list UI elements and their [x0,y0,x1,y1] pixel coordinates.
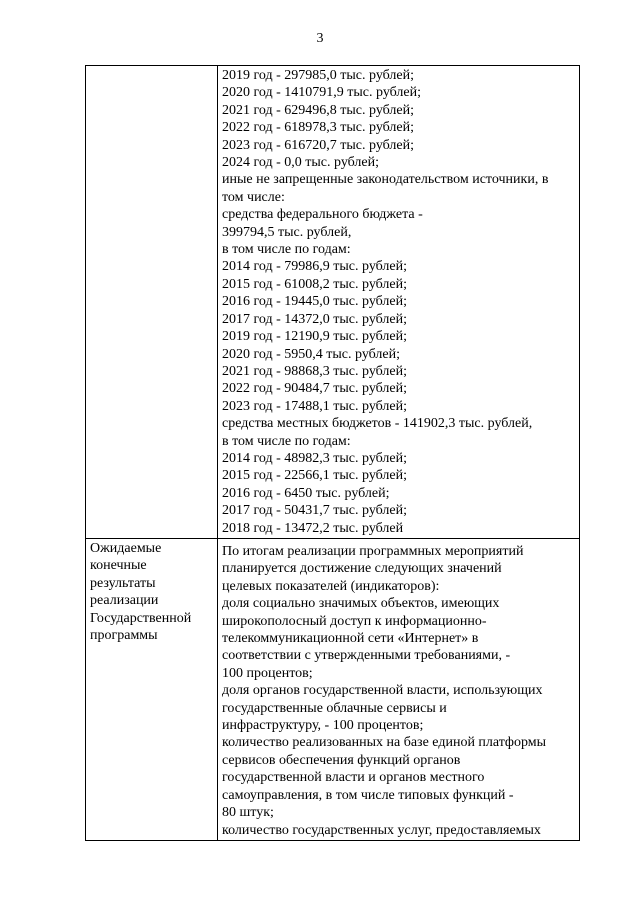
text-line: 2021 год - 98868,3 тыс. рублей; [222,363,408,379]
text-line: 2023 год - 616720,7 тыс. рублей; [222,137,415,153]
label-line: реализации [90,593,159,609]
text-line: 80 штук; [222,805,274,821]
text-line: телекоммуникационной сети «Интернет» в [222,631,479,647]
text-line: 2017 год - 50431,7 тыс. рублей; [222,503,408,519]
text-line: широкополосный доступ к информационно- [222,613,487,629]
text-line: том числе: [222,189,285,205]
text-line: инфраструктуру, - 100 процентов; [222,718,424,734]
label-line: Ожидаемые [90,541,162,556]
text-line: соответствии с утвержденными требованиями, - [222,648,511,664]
text-line: 2022 год - 90484,7 тыс. рублей; [222,381,408,397]
label-line: Государственной [90,610,192,626]
text-line: 2016 год - 19445,0 тыс. рублей; [222,294,408,310]
text-line: самоуправления, в том числе типовых функций - [222,787,514,803]
text-line: количество реализованных на базе единой платформы [222,735,547,751]
text-line: 2017 год - 14372,0 тыс. рублей; [222,311,408,327]
text-line: 2018 год - 13472,2 тыс. рублей [222,520,404,536]
row-text-cell-expected-results [218,539,580,841]
label-line: результаты [90,575,156,591]
text-line: 2024 год - 0,0 тыс. рублей; [222,155,380,171]
table-row-funding [86,66,580,539]
label-line: конечные [90,558,147,574]
text-line: средства федерального бюджета - [222,207,423,223]
text-line: По итогам реализации программных мероприятий [222,544,524,559]
text-line: государственные облачные сервисы и [222,700,447,716]
text-line: государственной власти и органов местного [222,770,485,786]
text-line: 399794,5 тыс. рублей, [222,224,352,240]
text-line: 2015 год - 61008,2 тыс. рублей; [222,276,408,292]
text-line: в том числе по годам: [222,433,351,449]
row-text-cell-funding [218,66,580,539]
table-row-expected-results [86,539,580,841]
text-line: в том числе по годам: [222,242,351,258]
text-line: 2020 год - 5950,4 тыс. рублей; [222,346,401,362]
label-line: программы [90,628,158,644]
text-line: 2014 год - 48982,3 тыс. рублей; [222,450,408,466]
text-line: 2019 год - 297985,0 тыс. рублей; [222,68,415,83]
text-line: 100 процентов; [222,665,313,681]
row-label-cell-expected-results [86,539,218,841]
text-line: 2022 год - 618978,3 тыс. рублей; [222,120,415,136]
text-line: 2016 год - 6450 тыс. рублей; [222,485,390,501]
text-line: 2014 год - 79986,9 тыс. рублей; [222,259,408,275]
text-line: иные не запрещенные законодательством источники, в [222,172,549,188]
program-passport-table [85,65,580,841]
text-line: целевых показателей (индикаторов): [222,578,440,594]
row-label-cell-empty [86,66,218,539]
text-line: доля органов государственной власти, использующих [222,683,543,699]
text-line: средства местных бюджетов - 141902,3 тыс. рублей, [222,416,533,432]
text-line: количество государственных услуг, предоставляемых [222,822,541,838]
text-line: планируется достижение следующих значений [222,561,502,577]
text-line: 2015 год - 22566,1 тыс. рублей; [222,468,408,484]
text-line: 2020 год - 1410791,9 тыс. рублей; [222,85,422,101]
text-line: доля социально значимых объектов, имеющих [222,596,500,612]
text-line: 2021 год - 629496,8 тыс. рублей; [222,102,415,118]
text-line: 2023 год - 17488,1 тыс. рублей; [222,398,408,414]
text-line: сервисов обеспечения функций органов [222,752,461,768]
page-number: 3 [316,31,324,46]
text-line: 2019 год - 12190,9 тыс. рублей; [222,329,408,345]
